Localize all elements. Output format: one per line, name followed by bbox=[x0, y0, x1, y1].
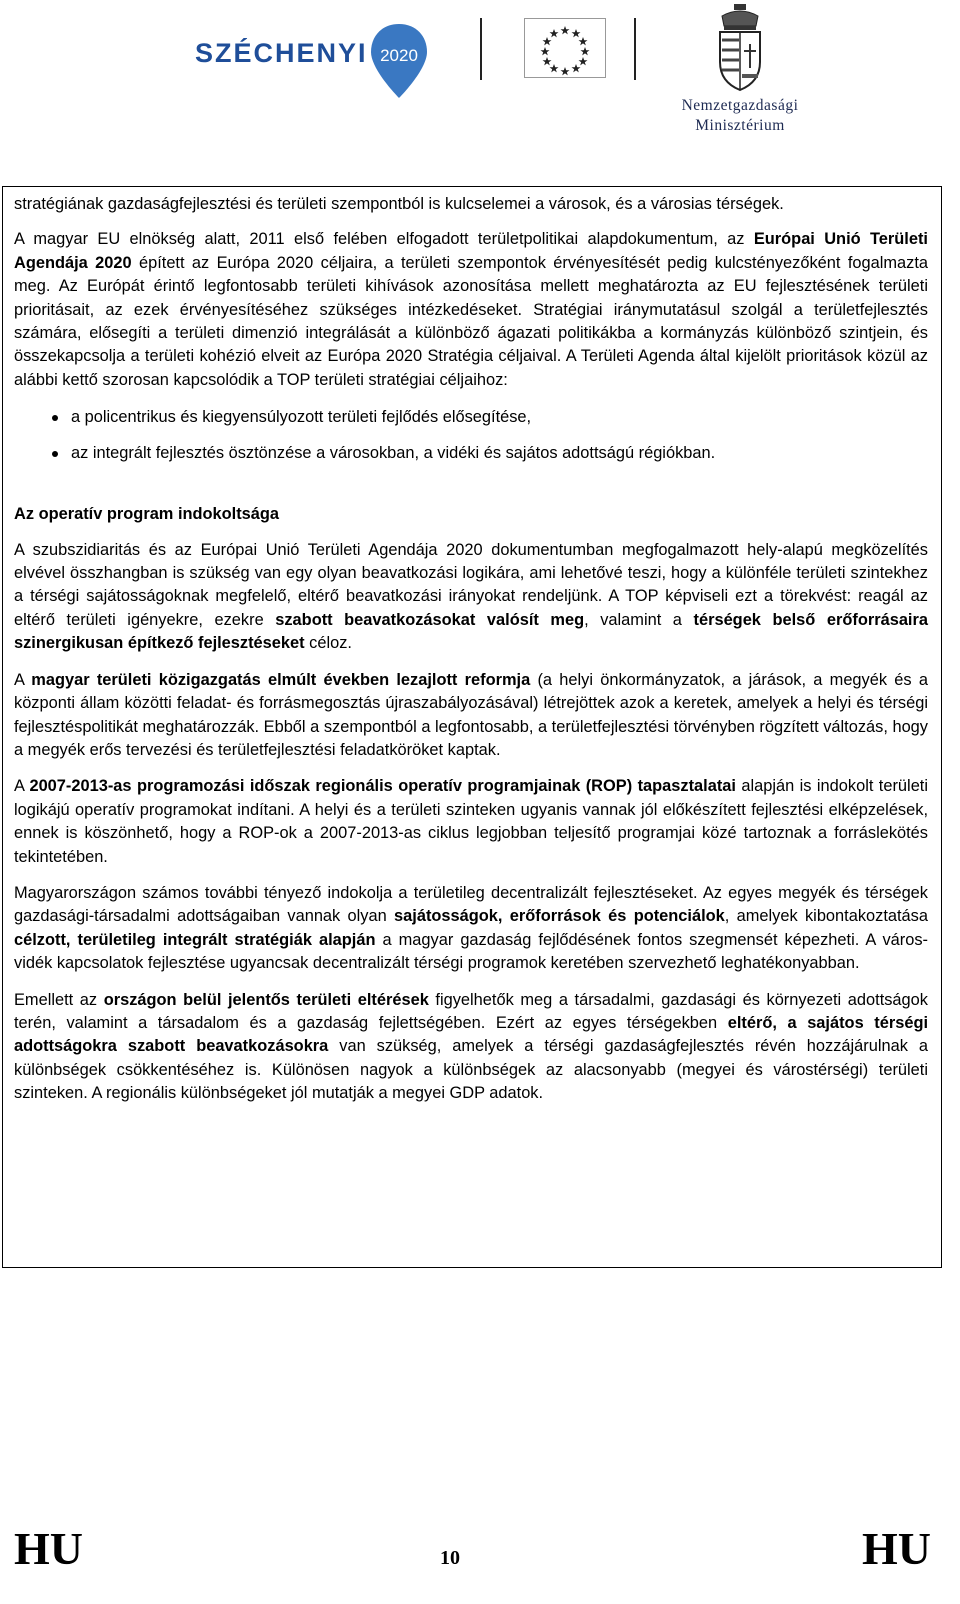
text-run: épített az Európa 2020 céljaira, a területi szempontok érvényesítését pedig kulcstényezőként fogalmazta meg. Az Európát érintő legfontosabb területi kihívások azonosítása mellett meghatározta az EU fejlesztésének területi prioritásait, az ezek érvényesítéséhez szükséges intézkedéseket. Stratégiai iránymutatásul szolgál a területfejlesztés számára, elősegíti a területi dimenzió integrálását a különböző ágazati politikákba a kormányzás különböző szintjein, és összekapcsolja a területi kohézió elveit az Európa 2020 Stratégia céljaival. A Területi Agenda által kijelölt prioritások közül az alábbi kettő szorosan kapcsolódik a TOP területi stratégiai céljaihoz: bbox=[14, 253, 928, 389]
paragraph bbox=[14, 228, 928, 392]
text-run: Magyarországon számos további tényező indokolja a területileg decentralizált fejlesztéseket. Az egyes megyék és térségek gazdasági-társadalmi adottságaiban vannak olyan bbox=[14, 883, 928, 926]
ministry-name-line2: Minisztérium bbox=[695, 117, 785, 134]
list-item bbox=[14, 442, 928, 466]
text-run: A bbox=[14, 777, 30, 796]
text-run: , valamint a bbox=[584, 610, 694, 629]
logo-divider bbox=[480, 18, 482, 80]
paragraph bbox=[14, 882, 928, 976]
text-run: van szükség, amelyek a térségi gazdaságfejlesztés révén hozzájárulnak a különbségek csökkentéséhez is. Különösen nagyok a különbségek az alacsonyabb (megyei és várostérségi) területi szinteken. A regionális különbségeket jól mutatják a megyei GDP adatok. bbox=[14, 1037, 928, 1103]
eu-flag-icon bbox=[524, 18, 606, 78]
text-run: A magyar EU elnökség alatt, 2011 első felében elfogadott területpolitikai alapdokumentum, az bbox=[14, 230, 754, 249]
text-run: alapján is indokolt területi logikájú operatív programokat indítani. A helyi és a területi szinteken ugyanis vannak jól előkészített fejlesztési elképzelések, ennek is köszönhető, hogy a ROP-ok a 2007-2013-as ciklus legjobban teljesítő programjai közé tartoznak a forráslekötés tekintetében. bbox=[14, 777, 929, 866]
text-run: Emellett az bbox=[14, 990, 104, 1009]
text-run: a magyar gazdaság fejlődésének fontos szegmensét képezheti. A város-vidék kapcsolatok fejlesztése ugyancsak decentralizált térségi programok keretében szervezhető leghatékonyabban. bbox=[14, 930, 928, 973]
szechenyi-wordmark: SZÉCHENYI bbox=[195, 38, 368, 68]
text-run: A szubszidiaritás és az Európai Unió Területi Agendája 2020 dokumentumban megfogalmazott hely-alapú megközelítés elvével összhangban is szükség van egy olyan beavatkozási logikára, ami lehetővé teszi, hogy a különféle területi szintekhez a térségi sajátosságoknak megfelelő, eltérő beavatkozási irányokat rendeljünk. A TOP képviseli ezt a törekvést: reagál az eltérő területi igényekre, ezekre bbox=[14, 540, 928, 629]
bullet-icon bbox=[52, 451, 58, 457]
bullet-list bbox=[14, 406, 928, 466]
text-run: figyelhetők meg a társadalmi, gazdasági és környezeti adottságok terén, valamint a társadalom és a gazdaság fejlettségében. Ezért az egyes térségekben bbox=[14, 990, 928, 1032]
bold-text-run: célzott, területileg integrált stratégiák alapján bbox=[14, 930, 376, 949]
logo-divider bbox=[634, 18, 636, 80]
bold-text-run: eltérő, a sajátos térségi adottságokra szabott beavatkozásokra bbox=[14, 1013, 929, 1056]
list-item-text: az integrált fejlesztés ösztönzése a városokban, a vidéki és sajátos adottságú régiókban. bbox=[71, 444, 716, 463]
bold-text-run: szabott beavatkozásokat valósít meg bbox=[275, 610, 585, 629]
szechenyi-pin-icon bbox=[368, 22, 430, 100]
bold-text-run: 2007-2013-as programozási időszak regionális operatív programjainak (ROP) tapasztalatai bbox=[29, 777, 736, 796]
paragraph bbox=[14, 669, 928, 763]
page-number: 10 bbox=[440, 1547, 460, 1569]
text-run: céloz. bbox=[304, 634, 352, 653]
bold-text-run: országon belül jelentős területi eltérések bbox=[103, 990, 429, 1009]
bold-text-run: Európai Unió Területi Agendája 2020 bbox=[14, 230, 928, 272]
szechenyi-year: 2020 bbox=[380, 46, 418, 65]
bold-text-run: magyar területi közigazgatás elmúlt években lezajlott reformja bbox=[31, 670, 531, 689]
paragraph bbox=[14, 539, 928, 656]
bold-text-run: sajátosságok, erőforrások és potenciálok bbox=[394, 907, 725, 926]
text-run: A bbox=[14, 670, 32, 689]
footer-country-code-left: HU bbox=[14, 1523, 83, 1574]
section-heading: Az operatív program indokoltsága bbox=[14, 505, 280, 524]
page-header bbox=[0, 0, 960, 150]
list-item-text: a policentrikus és kiegyensúlyozott területi fejlődés elősegítése, bbox=[71, 408, 532, 427]
paragraph bbox=[14, 989, 928, 1106]
paragraph: stratégiának gazdaságfejlesztési és területi szempontból is kulcselemei a városok, és a városias térségek. bbox=[14, 195, 784, 213]
ministry-name-line1: Nemzetgazdasági bbox=[681, 97, 799, 114]
ministry-logo bbox=[640, 4, 840, 139]
footer-country-code-right: HU bbox=[862, 1523, 931, 1574]
bullet-icon bbox=[52, 415, 58, 421]
text-run: , amelyek kibontakoztatása bbox=[724, 907, 928, 926]
bold-text-run: térségek belső erőforrásaira szinergikusan építkező fejlesztéseket bbox=[14, 610, 928, 653]
document-body bbox=[14, 193, 928, 1106]
paragraph bbox=[14, 775, 928, 869]
hungarian-coat-of-arms-icon bbox=[712, 4, 768, 92]
text-run: (a helyi önkormányzatok, a járások, a megyék és a központi állam közötti feladat- és forrásmegosztás újraszabályozásával) létrejöttek azok a keretek, amelyek a helyi és térségi fejlesztéspolitikát meghatározzák. Ebből a szempontból a legfontosabb, a területfejlesztési törvényben rögzített változás, hogy a megyék erős tervezési és területfejlesztési feladatköröket kaptak. bbox=[14, 670, 928, 759]
list-item bbox=[14, 406, 928, 430]
